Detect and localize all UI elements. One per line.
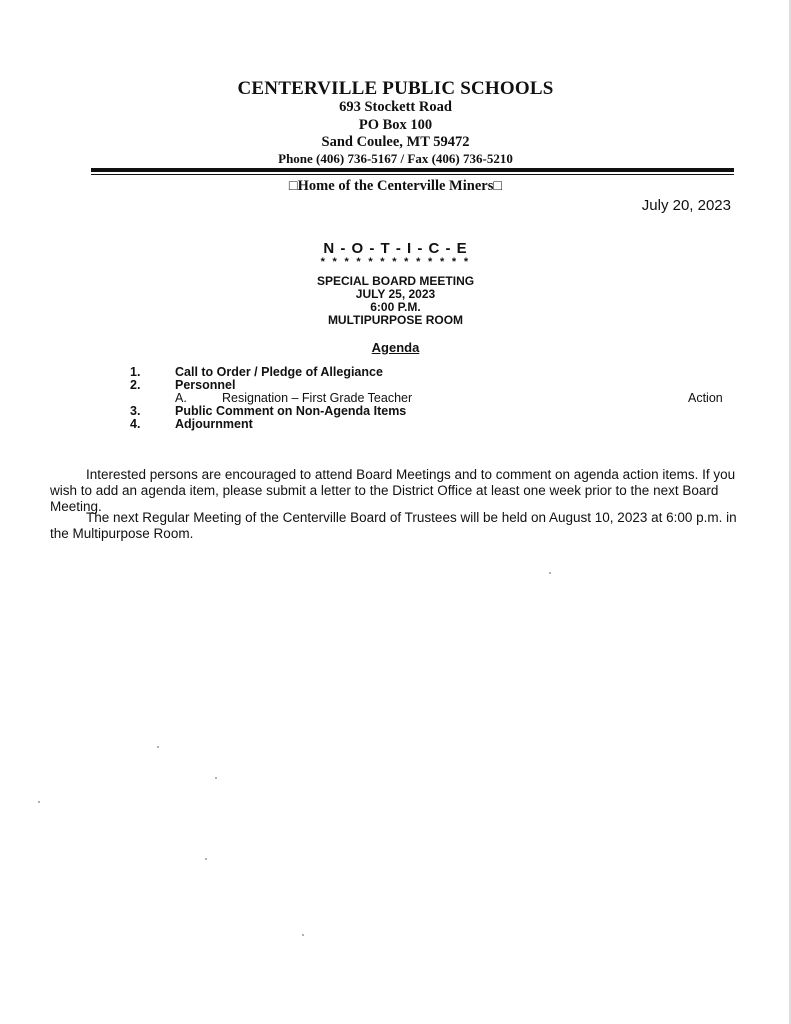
notice-title: N - O - T - I - C - E: [323, 240, 468, 257]
agenda-item-number: 2.: [130, 378, 141, 392]
notice-stars: * * * * * * * * * * * * *: [320, 256, 471, 268]
scan-speck: [157, 746, 159, 748]
agenda-item-number: 4.: [130, 417, 141, 431]
next-meeting-paragraph: The next Regular Meeting of the Centerville Board of Trustees will be held on August 10, 2023 at 6:00 p.m. in the Multipurpose Room.: [50, 510, 737, 541]
scan-speck: [38, 801, 40, 803]
address-city: Sand Coulee, MT 59472: [321, 134, 470, 150]
phone-fax: Phone (406) 736-5167 / Fax (406) 736-5210: [278, 151, 513, 166]
attendance-paragraph: Interested persons are encouraged to attend Board Meetings and to comment on agenda action items. If you wish to add an agenda item, please submit a letter to the District Office at least one week prior to the next Board Meeting.: [50, 467, 736, 514]
school-name: CENTERVILLE PUBLIC SCHOOLS: [237, 78, 554, 99]
agenda-item-label: Adjournment: [175, 417, 253, 431]
meeting-room: MULTIPURPOSE ROOM: [327, 313, 464, 327]
scan-speck: [549, 572, 551, 574]
agenda-item-number: 1.: [130, 365, 141, 379]
scan-speck: [302, 934, 304, 936]
agenda-item-number: 3.: [130, 404, 141, 418]
motto: □Home of the Centerville Miners□: [288, 178, 503, 194]
agenda-item-label: Public Comment on Non-Agenda Items: [175, 404, 407, 418]
letterhead-rule-thick: [91, 168, 734, 172]
meeting-type: SPECIAL BOARD MEETING: [316, 274, 475, 288]
scan-speck: [215, 777, 217, 779]
address-po-box: PO Box 100: [358, 117, 433, 133]
address-street: 693 Stockett Road: [339, 99, 452, 115]
agenda-subitem-label: Resignation – First Grade Teacher: [222, 391, 413, 405]
agenda-item-label: Personnel: [175, 378, 236, 392]
meeting-date: JULY 25, 2023: [355, 287, 436, 301]
letterhead-rule-thin: [91, 174, 734, 175]
meeting-time: 6:00 P.M.: [370, 300, 421, 314]
agenda-heading: Agenda: [371, 340, 420, 355]
agenda-subitem-action: Action: [688, 391, 723, 405]
agenda-subitem-letter: A.: [175, 391, 187, 405]
letter-date: July 20, 2023: [641, 197, 731, 214]
agenda-item-label: Call to Order / Pledge of Allegiance: [175, 365, 383, 379]
scan-speck: [205, 858, 207, 860]
